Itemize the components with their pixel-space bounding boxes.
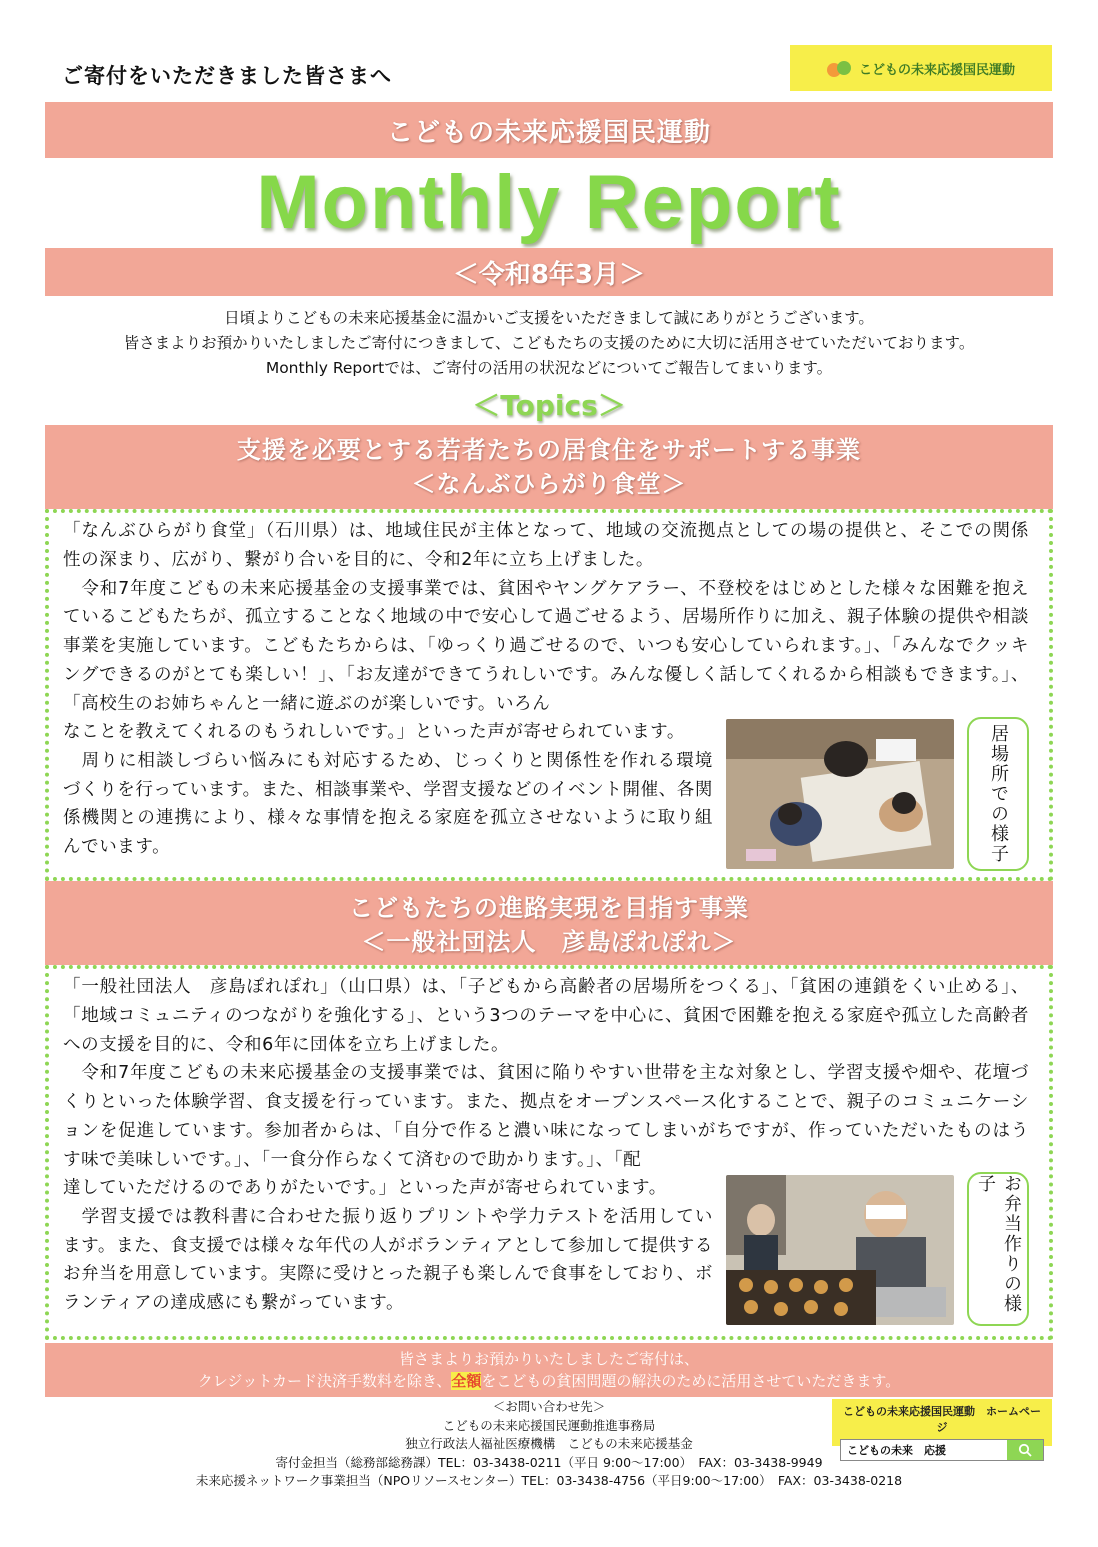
- topics-heading: ＜Topics＞: [472, 389, 626, 422]
- donation-note-line2: [45, 1370, 1053, 1392]
- intro-line-2: 皆さまよりお預かりいたしましたご寄付につきまして、こどもたちの支援のために大切に活用させていただいております。: [123, 334, 975, 352]
- section2-body: [45, 965, 1053, 1340]
- contact-line-3: 寄付金担当（総務部総務課）TEL：03-3438-0211（平日 9:00～17:00） FAX：03-3438-9949: [275, 1454, 823, 1470]
- donation-note-before: クレジットカード決済手数料を除き、: [197, 1372, 452, 1390]
- org-name-band: こどもの未来応援国民運動: [45, 102, 1053, 158]
- section1-body: [45, 509, 1053, 881]
- period-band: ＜令和8年3月＞: [45, 248, 1053, 296]
- section2-photo: [726, 1175, 954, 1325]
- intro-line-1: 日頃よりこどもの未来応援基金に温かいご支援をいただきまして誠にありがとうございます。: [224, 309, 874, 327]
- section2-subtitle: ＜一般社団法人 彦島ぽれぽれ＞: [361, 928, 737, 956]
- section1-paragraph-narrow: なことを教えてくれるのもうれしいです。」といった声が寄せられています。 周りに相談しづらい悩みにも対応するため、じっくりと関係性を作れる環境づくりを行っています。また、相談事業や、学習支援などのイベント開催、各関係機関との連携により、様々な事情を抱える家庭を孤立させないように取り組んでいます。: [63, 722, 713, 858]
- section2-photo-caption: お弁当作りの様子: [967, 1172, 1029, 1326]
- section2-title: こどもたちの進路実現を目指す事業: [349, 894, 749, 922]
- campaign-logo: [790, 45, 1052, 91]
- contact-line-1: こどもの未来応援国民運動推進事務局: [442, 1417, 656, 1433]
- greeting: ご寄付をいただきました皆さまへ: [62, 64, 392, 88]
- homepage-search-query: こどもの未来 応援: [847, 1444, 946, 1457]
- section1-photo: [726, 719, 954, 869]
- section1-photo-caption: 居場所での様子: [967, 717, 1029, 871]
- donation-note-line1: 皆さまよりお預かりいたしましたご寄付は、: [398, 1350, 699, 1368]
- search-icon[interactable]: [1007, 1440, 1043, 1460]
- intro-line-3: Monthly Reportでは、ご寄付の活用の状況などについてご報告してまいります。: [265, 359, 833, 377]
- section2-paragraph-full: 「一般社団法人 彦島ぽれぽれ」（山口県）は、「子どもから高齢者の居場所をつくる」、「貧困の連鎖をくい止める」、「地域コミュニティのつながりを強化する」、という3つのテーマを中心に、貧困で困難を抱える家庭や孤立した高齢者への支援を目的に、令和6年に団体を立ち上げました。 令和7年度こどもの未来応援基金の支援事業では、貧困に陥りやすい世帯を主な対象とし、学習支援や畑や、花壇づくりといった体験学習、食支援を行っています。また、拠点をオープンスペース化することで、親子のコミュニケーションを促進しています。参加者からは、「自分で作ると濃い味になってしまいがちですが、作っていただいたものはうす味で美味しいです。」、「一食分作らなくて済むので助かります。」、「配: [63, 977, 1029, 1170]
- section1-title: 支援を必要とする若者たちの居食住をサポートする事業: [236, 436, 862, 464]
- logo-mark-icon: [827, 58, 851, 78]
- section2-header: [45, 881, 1053, 965]
- report-title: Monthly Report: [256, 160, 842, 245]
- homepage-search-banner[interactable]: [832, 1399, 1052, 1457]
- contact-heading: ＜お問い合わせ先＞: [492, 1399, 606, 1414]
- section1-subtitle: ＜なんぶひらがり食堂＞: [411, 470, 687, 498]
- homepage-search-box[interactable]: [840, 1439, 1044, 1461]
- donation-note-after: をこどもの貧困問題の解決のために活用させていただきます。: [481, 1372, 901, 1390]
- contact-line-2: 独立行政法人福祉医療機構 こどもの未来応援基金: [405, 1436, 693, 1452]
- section2-paragraph-narrow: 達していただけるのでありがたいです。」といった声が寄せられています。 学習支援では教科書に合わせた振り返りプリントや学力テストを活用しています。また、食支援では様々な年代の人がボランティアとして参加して提供するお弁当を用意しています。実際に受けとった親子も楽しんで食事をしており、ボランティアの達成感にも繋がっています。: [63, 1178, 713, 1314]
- donation-note-highlight: 全額: [451, 1372, 482, 1390]
- homepage-label: こどもの未来応援国民運動 ホームページ: [843, 1405, 1041, 1434]
- logo-text: こどもの未来応援国民運動: [858, 62, 1015, 78]
- intro-text: [45, 306, 1053, 381]
- section1-header: [45, 425, 1053, 509]
- donation-note-band: [45, 1343, 1053, 1397]
- contact-line-4: 未来応援ネットワーク事業担当（NPOリソースセンター）TEL：03-3438-4756（平日9:00～17:00） FAX：03-3438-0218: [195, 1473, 903, 1489]
- section1-paragraph-full: 「なんぶひらがり食堂」（石川県）は、地域住民が主体となって、地域の交流拠点としての場の提供と、そこでの関係性の深まり、広がり、繋がり合いを目的に、令和2年に立ち上げました。 令和7年度こどもの未来応援基金の支援事業では、貧困やヤングケアラー、不登校をはじめとした様々な困難を抱えているこどもたちが、孤立することなく地域の中で安心して過ごせるよう、居場所作りに加え、親子体験の提供や相談事業を実施しています。こどもたちからは、「ゆっくり過ごせるので、いつも安心していられます。」、「みんなでクッキングできるのがとても楽しい！」、「お友達ができてうれしいです。みんな優しく話してくれるから相談もできます。」、「高校生のお姉ちゃんと一緒に遊ぶのが楽しいです。いろん: [63, 521, 1029, 714]
